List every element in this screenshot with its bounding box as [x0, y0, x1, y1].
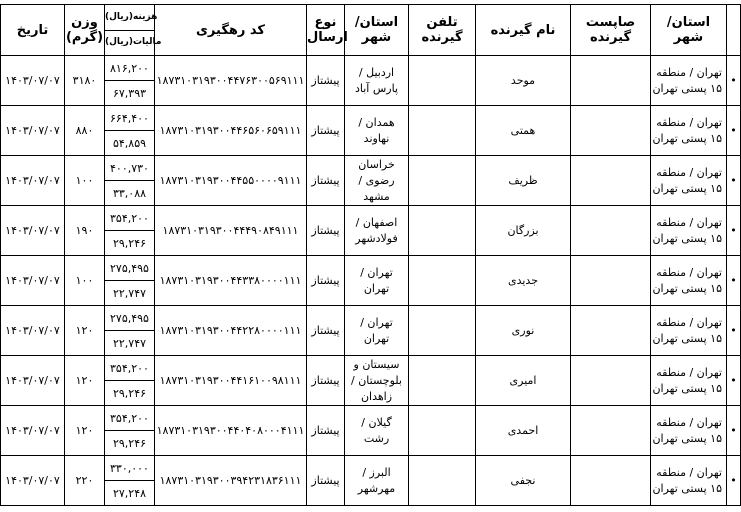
table-row [1, 156, 741, 181]
cell-weight: ۲۲۰ [65, 456, 105, 506]
cell-date: ۱۴۰۳/۰۷/۰۷ [1, 156, 65, 206]
cell-receiver-phone [409, 156, 476, 206]
cell-weight: ۳۱۸۰ [65, 56, 105, 106]
row-bullet: • [727, 156, 741, 206]
table-row [1, 206, 741, 231]
cell-receiver-phone [409, 356, 476, 406]
cell-receiver-phone [409, 56, 476, 106]
cell-cost: ۳۵۴,۲۰۰ [105, 206, 155, 231]
cell-weight: ۱۰۰ [65, 156, 105, 206]
cell-tax: ۵۴,۸۵۹ [105, 131, 155, 156]
cell-origin-city: تهران / منطقه ۱۵ پستی تهران [651, 456, 727, 506]
cell-tracking: ۱۸۷۳۱۰۳۱۹۳۰۰۳۹۴۲۳۱۸۳۶۱۱۱ [155, 456, 307, 506]
cell-origin-city: تهران / منطقه ۱۵ پستی تهران [651, 306, 727, 356]
cell-send-type: پیشتاز [307, 456, 345, 506]
cell-date: ۱۴۰۳/۰۷/۰۷ [1, 56, 65, 106]
cell-weight: ۸۸۰ [65, 106, 105, 156]
cell-cost: ۸۱۶,۲۰۰ [105, 56, 155, 81]
cell-tax: ۲۹,۲۴۶ [105, 381, 155, 406]
cell-receiver-name: امیری [476, 356, 571, 406]
cell-dest-city: سیستان و بلوچستان / زاهدان [345, 356, 409, 406]
cell-postcode [571, 156, 651, 206]
cell-receiver-phone [409, 256, 476, 306]
cell-receiver-name: بزرگان [476, 206, 571, 256]
row-bullet: • [727, 256, 741, 306]
table-body [1, 56, 741, 506]
cell-receiver-name: احمدی [476, 406, 571, 456]
cell-postcode [571, 56, 651, 106]
cell-origin-city: تهران / منطقه ۱۵ پستی تهران [651, 256, 727, 306]
cell-date: ۱۴۰۳/۰۷/۰۷ [1, 406, 65, 456]
cell-receiver-phone [409, 456, 476, 506]
header-tax: مالیات(ریال) [105, 30, 155, 56]
cell-date: ۱۴۰۳/۰۷/۰۷ [1, 256, 65, 306]
cell-send-type: پیشتاز [307, 156, 345, 206]
cell-tax: ۳۳,۰۸۸ [105, 181, 155, 206]
cell-receiver-name: همتی [476, 106, 571, 156]
cell-date: ۱۴۰۳/۰۷/۰۷ [1, 206, 65, 256]
cell-tax: ۲۲,۷۴۷ [105, 331, 155, 356]
cell-dest-city: تهران / تهران [345, 306, 409, 356]
cell-origin-city: تهران / منطقه ۱۵ پستی تهران [651, 406, 727, 456]
row-bullet: • [727, 406, 741, 456]
cell-cost: ۳۵۴,۲۰۰ [105, 356, 155, 381]
cell-receiver-phone [409, 306, 476, 356]
table-row [1, 306, 741, 331]
cell-send-type: پیشتاز [307, 256, 345, 306]
cell-tax: ۲۹,۲۴۶ [105, 231, 155, 256]
row-bullet: • [727, 306, 741, 356]
cell-dest-city: همدان / نهاوند [345, 106, 409, 156]
cell-tracking: ۱۸۷۳۱۰۳۱۹۳۰۰۴۴۴۹۰۸۴۹۱۱۱ [155, 206, 307, 256]
cell-receiver-phone [409, 206, 476, 256]
cell-date: ۱۴۰۳/۰۷/۰۷ [1, 306, 65, 356]
cell-weight: ۱۲۰ [65, 306, 105, 356]
cell-origin-city: تهران / منطقه ۱۵ پستی تهران [651, 106, 727, 156]
cell-cost: ۳۵۴,۲۰۰ [105, 406, 155, 431]
header-weight: وزن (گرم) [65, 5, 105, 56]
cell-postcode [571, 406, 651, 456]
cell-tracking: ۱۸۷۳۱۰۳۱۹۳۰۰۴۴۰۴۰۸۰۰۰۴۱۱۱ [155, 406, 307, 456]
cell-date: ۱۴۰۳/۰۷/۰۷ [1, 356, 65, 406]
cell-tax: ۲۲,۷۴۷ [105, 281, 155, 306]
cell-send-type: پیشتاز [307, 56, 345, 106]
cell-send-type: پیشتاز [307, 206, 345, 256]
cell-postcode [571, 456, 651, 506]
cell-postcode [571, 306, 651, 356]
cell-cost: ۳۳۰,۰۰۰ [105, 456, 155, 481]
cell-tracking: ۱۸۷۳۱۰۳۱۹۳۰۰۴۴۱۶۱۰۰۹۸۱۱۱ [155, 356, 307, 406]
header-origin-city: استان/ شهر [651, 5, 727, 56]
cell-weight: ۱۲۰ [65, 356, 105, 406]
cell-tax: ۲۷,۲۴۸ [105, 481, 155, 506]
header-bullet [727, 5, 741, 56]
cell-origin-city: تهران / منطقه ۱۵ پستی تهران [651, 56, 727, 106]
cell-receiver-name: ظریف [476, 156, 571, 206]
table-row [1, 456, 741, 481]
cell-receiver-name: نجفی [476, 456, 571, 506]
cell-origin-city: تهران / منطقه ۱۵ پستی تهران [651, 206, 727, 256]
table-row [1, 406, 741, 431]
cell-origin-city: تهران / منطقه ۱۵ پستی تهران [651, 156, 727, 206]
cell-tracking: ۱۸۷۳۱۰۳۱۹۳۰۰۴۴۷۶۳۰۰۵۶۹۱۱۱ [155, 56, 307, 106]
cell-cost: ۴۰۰,۷۳۰ [105, 156, 155, 181]
cell-send-type: پیشتاز [307, 356, 345, 406]
header-postcode: صاپست گیرنده [571, 5, 651, 56]
cell-weight: ۱۲۰ [65, 406, 105, 456]
cell-tracking: ۱۸۷۳۱۰۳۱۹۳۰۰۴۴۳۳۸۰۰۰۰۱۱۱ [155, 256, 307, 306]
cell-dest-city: اردبیل / پارس آباد [345, 56, 409, 106]
header-date: تاریخ [1, 5, 65, 56]
cell-date: ۱۴۰۳/۰۷/۰۷ [1, 106, 65, 156]
row-bullet: • [727, 56, 741, 106]
cell-dest-city: تهران / تهران [345, 256, 409, 306]
row-bullet: • [727, 356, 741, 406]
cell-postcode [571, 106, 651, 156]
header-dest-city: استان/ شهر [345, 5, 409, 56]
cell-tracking: ۱۸۷۳۱۰۳۱۹۳۰۰۴۴۶۵۶۰۶۵۹۱۱۱ [155, 106, 307, 156]
cell-tax: ۶۷,۳۹۳ [105, 81, 155, 106]
table-row [1, 106, 741, 131]
table-row [1, 356, 741, 381]
cell-tracking: ۱۸۷۳۱۰۳۱۹۳۰۰۴۴۲۲۸۰۰۰۰۱۱۱ [155, 306, 307, 356]
cell-dest-city: اصفهان / فولادشهر [345, 206, 409, 256]
header-cost: هزینه(ریال) [105, 5, 155, 31]
cell-dest-city: گیلان / رشت [345, 406, 409, 456]
row-bullet: • [727, 206, 741, 256]
header-row [1, 5, 741, 31]
cell-tracking: ۱۸۷۳۱۰۳۱۹۳۰۰۴۴۵۵۰۰۰۰۹۱۱۱ [155, 156, 307, 206]
cell-cost: ۲۷۵,۴۹۵ [105, 256, 155, 281]
cell-postcode [571, 356, 651, 406]
header-send-type: نوع ارسال [307, 5, 345, 56]
table-row [1, 256, 741, 281]
cell-postcode [571, 206, 651, 256]
shipments-table [0, 4, 741, 506]
cell-dest-city: خراسان رضوی / مشهد [345, 156, 409, 206]
cell-receiver-phone [409, 106, 476, 156]
cell-origin-city: تهران / منطقه ۱۵ پستی تهران [651, 356, 727, 406]
row-bullet: • [727, 456, 741, 506]
cell-cost: ۲۷۵,۴۹۵ [105, 306, 155, 331]
cell-send-type: پیشتاز [307, 106, 345, 156]
cell-date: ۱۴۰۳/۰۷/۰۷ [1, 456, 65, 506]
header-tracking: کد رهگیری [155, 5, 307, 56]
cell-send-type: پیشتاز [307, 306, 345, 356]
table-row [1, 56, 741, 81]
cell-dest-city: البرز / مهرشهر [345, 456, 409, 506]
cell-receiver-name: نوری [476, 306, 571, 356]
row-bullet: • [727, 106, 741, 156]
cell-tax: ۲۹,۲۴۶ [105, 431, 155, 456]
cell-weight: ۱۹۰ [65, 206, 105, 256]
cell-receiver-phone [409, 406, 476, 456]
cell-receiver-name: جدیدی [476, 256, 571, 306]
cell-send-type: پیشتاز [307, 406, 345, 456]
cell-receiver-name: موحد [476, 56, 571, 106]
cell-postcode [571, 256, 651, 306]
header-receiver-name: نام گیرنده [476, 5, 571, 56]
header-receiver-phone: تلفن گیرنده [409, 5, 476, 56]
cell-cost: ۶۶۴,۴۰۰ [105, 106, 155, 131]
cell-weight: ۱۰۰ [65, 256, 105, 306]
